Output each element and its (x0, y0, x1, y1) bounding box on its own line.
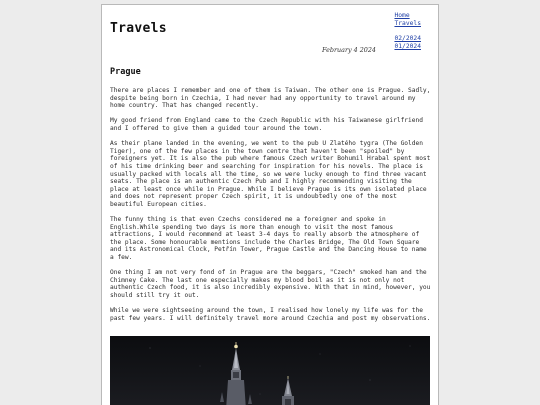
post-photo (110, 336, 430, 405)
church-spires-night-image (110, 336, 430, 405)
nav-link-home[interactable]: Home (394, 12, 410, 19)
paragraph: One thing I am not very fond of in Prague are the beggars, "Czech" smoked ham and the Chimney Cake. The last one especially makes my blood boil as it is not only not authentic Czech food, it is also incredibly expensive. With that in mind, however, you should still try it out. (110, 269, 431, 300)
paragraph: While we were sightseeing around the town, I realised how lonely my life was for the past few years. I will definitely travel more around Czechia and post my observations. (110, 307, 431, 322)
paragraph: The funny thing is that even Czechs considered me a foreigner and spoke in English.While spending two days is more than enough to visit the most famous attractions, I would recommend at least 3-4 days to really absorb the atmosphere of the place. Some honourable mentions include the Charles Bridge, The Old Town Square and its Astronomical Clock, Petřín Tower, Prague Castle and the Dancing House to name a few. (110, 216, 427, 262)
site-title: Travels (110, 21, 167, 36)
archive-link-02-2024[interactable]: 02/2024 (394, 35, 421, 42)
post-body (110, 87, 432, 330)
archive-link-01-2024[interactable]: 01/2024 (394, 43, 421, 50)
paragraph: There are places I remember and one of them is Taiwan. The other one is Prague. Sadly, despite being born in Czechia, I had never had any opportunity to travel around my home country. That has changed recently. (110, 87, 431, 110)
paragraph: As their plane landed in the evening, we went to the pub U Zlatého tygra (The Golden Tiger), one of the few places in the town centre that haven't been "spoiled" by foreigners yet. It is also the pub where famous Czech writer Bohumil Hrabal spent most of his time drinking beer and searching for inspiration for his novels. The place is usually packed with locals all the time, so we were lucky enough to find three vacant seats. The place is an authentic Czech Pub and I highly recommending visiting the place at least once while in Prague. While I believe Prague is its own isolated place and does not represent proper Czech spirit, it is undoubtedly one of the most beautiful European cities. (110, 140, 431, 208)
post-title: Prague (110, 67, 141, 77)
nav-spacer (394, 28, 421, 35)
spire-right (282, 376, 294, 405)
page (101, 4, 439, 405)
paragraph: My good friend from England came to the Czech Republic with his Taiwanese girlfriend and I offered to give them a guided tour around the town. (110, 117, 423, 132)
nav-menu (394, 12, 421, 51)
post-date: February 4 2024 (322, 46, 376, 54)
nav-link-travels[interactable]: Travels (394, 20, 421, 27)
spire-left (226, 342, 246, 405)
